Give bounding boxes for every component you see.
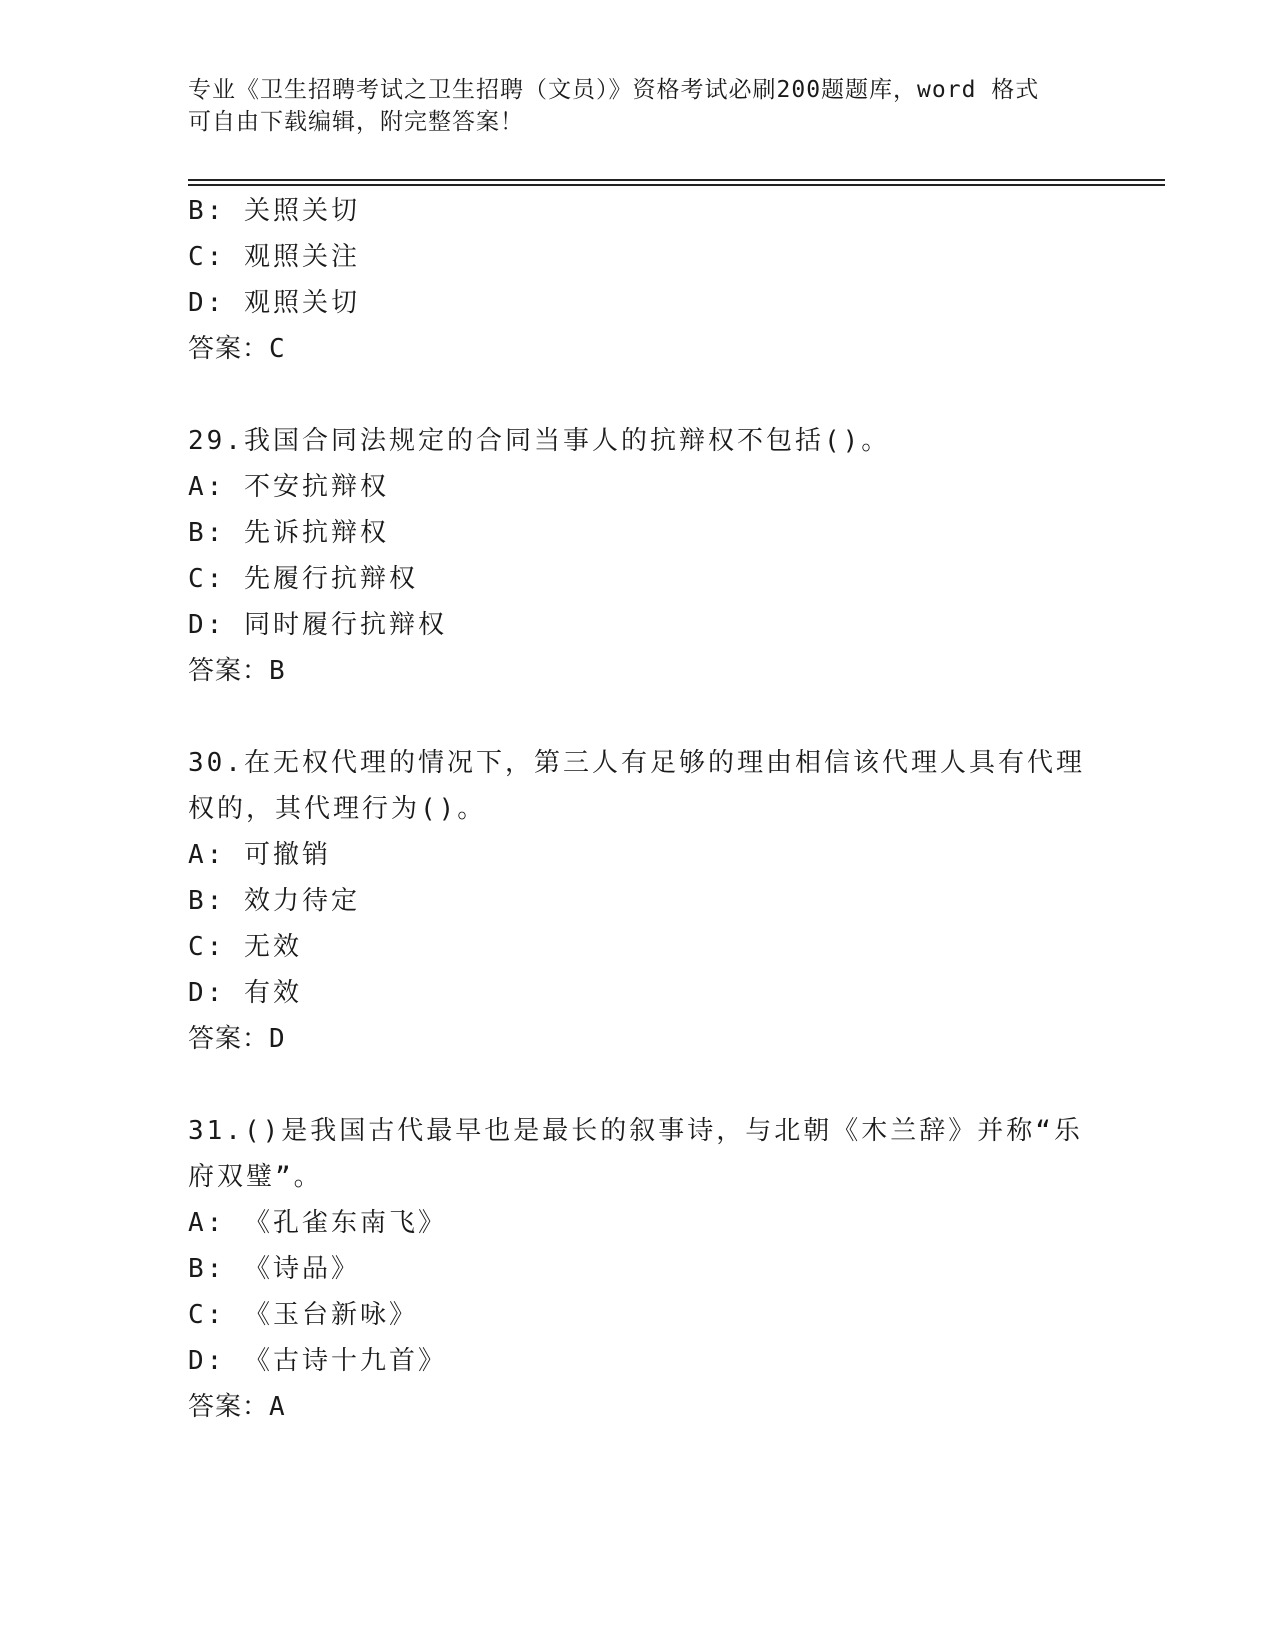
header-divider-bottom [188,184,1165,186]
option-b: B: 关照关切 [188,196,360,226]
option-d: D: 同时履行抗辩权 [188,610,447,640]
option-a: A: 不安抗辩权 [188,472,389,502]
answer-line: 答案：B [188,656,286,686]
option-d: D: 观照关切 [188,288,360,318]
spacer [188,372,1088,418]
option-b: B: 效力待定 [188,886,360,916]
question-30 [188,740,1088,1062]
option-d: D: 《古诗十九首》 [188,1346,447,1376]
spacer [188,694,1088,740]
question-stem-line-1: 31.()是我国古代最早也是最长的叙事诗，与北朝《木兰辞》并称“乐 [188,1116,1083,1146]
header-title-line-1: 专业《卫生招聘考试之卫生招聘（文员）》资格考试必刷200题题库，word 格式 [188,77,1040,103]
answer-line: 答案：C [188,334,286,364]
option-b: B: 《诗品》 [188,1254,360,1284]
header-divider-top [188,179,1165,181]
option-c: C: 无效 [188,932,302,962]
question-stem-line-2: 权的，其代理行为()。 [188,794,487,824]
question-29 [188,418,1088,694]
page-header [188,74,1088,138]
option-a: A: 可撤销 [188,840,331,870]
question-stem-line-2: 府双璧”。 [188,1162,323,1192]
option-c: C: 观照关注 [188,242,360,272]
option-b: B: 先诉抗辩权 [188,518,389,548]
option-c: C: 先履行抗辩权 [188,564,418,594]
header-title-line-2: 可自由下载编辑，附完整答案！ [188,109,524,135]
question-list [188,188,1088,1430]
question-stem-line-1: 30.在无权代理的情况下，第三人有足够的理由相信该代理人具有代理 [188,748,1085,778]
option-d: D: 有效 [188,978,302,1008]
question-31 [188,1108,1088,1430]
spacer [188,1062,1088,1108]
answer-line: 答案：D [188,1024,286,1054]
option-a: A: 《孔雀东南飞》 [188,1208,447,1238]
answer-line: 答案：A [188,1392,286,1422]
question-stem: 29.我国合同法规定的合同当事人的抗辩权不包括()。 [188,426,891,456]
question-28-continued [188,188,1088,372]
option-c: C: 《玉台新咏》 [188,1300,418,1330]
